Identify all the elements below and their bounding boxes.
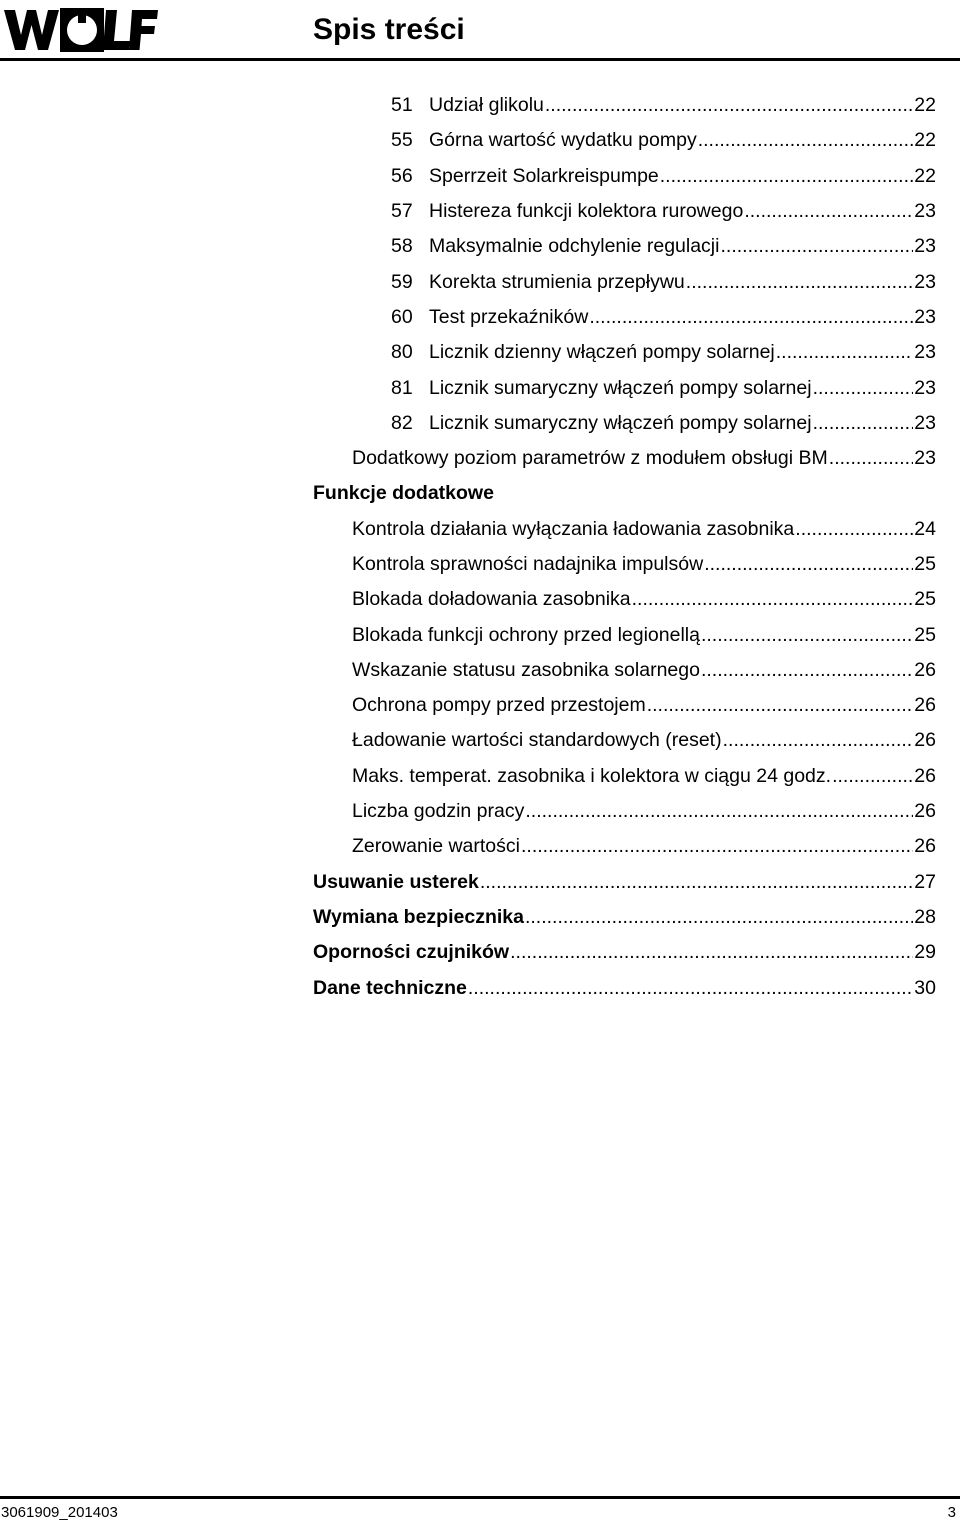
wolf-logo (4, 8, 158, 52)
toc-entry-page: 22 (914, 129, 936, 152)
toc-dot-leader (701, 659, 913, 682)
toc-entry-page: 23 (914, 235, 936, 258)
toc-entry[interactable] (313, 370, 936, 405)
toc-entry-label: Kontrola działania wyłączania ładowania zasobnika (352, 517, 795, 540)
toc-entry-label: Licznik dzienny włączeń pompy solarnej (429, 341, 775, 364)
toc-entry-label: Kontrola sprawności nadajnika impulsów (352, 553, 704, 575)
toc-entry-label: Wymiana bezpiecznika (313, 905, 524, 928)
toc-entry-label: Usuwanie usterek (313, 870, 479, 893)
toc-entry-number: 58 (391, 235, 413, 258)
toc-entry-label: Funkcje dodatkowe (313, 482, 494, 505)
toc-entry-page: 26 (914, 835, 936, 858)
toc-entry[interactable] (313, 829, 936, 864)
toc-entry-label: Zerowanie wartości (352, 835, 520, 858)
toc-entry[interactable] (313, 794, 936, 829)
toc-dot-leader (545, 94, 913, 117)
toc-entry[interactable] (313, 406, 936, 441)
toc-entry[interactable] (313, 335, 936, 370)
toc-entry-label: Maksymalnie odchylenie regulacji (429, 235, 720, 258)
toc-entry-label: Ochrona pompy przed przestojem (352, 694, 646, 717)
toc-entry-page: 23 (914, 376, 936, 399)
document-number: 3061909_201403 (1, 1504, 118, 1521)
toc-entry[interactable] (313, 264, 936, 299)
toc-entry[interactable] (313, 441, 936, 476)
toc-entry-page: 23 (914, 200, 936, 223)
toc-entry-label: Dane techniczne (313, 976, 467, 999)
toc-entry[interactable] (313, 547, 936, 582)
toc-entry-page: 27 (914, 870, 936, 893)
toc-dot-leader (723, 729, 914, 752)
toc-entry[interactable] (313, 194, 936, 229)
toc-dot-leader (704, 553, 913, 576)
toc-dot-leader (468, 977, 913, 1000)
toc-dot-leader (813, 377, 914, 400)
toc-entry-label: Liczba godzin pracy (352, 800, 525, 823)
toc-entry-page: 23 (914, 305, 936, 328)
toc-dot-leader (698, 129, 914, 152)
toc-dot-leader (701, 624, 913, 647)
toc-dot-leader (510, 941, 913, 964)
toc-entry-label: Sperrzeit Solarkreispumpe (429, 164, 659, 187)
toc-entry-label: Test przekaźników (429, 305, 589, 328)
toc-entry-label: Blokada doładowania zasobnika (352, 588, 631, 611)
toc-entry[interactable] (313, 229, 936, 264)
toc-entry[interactable] (313, 512, 936, 547)
toc-dot-leader (829, 447, 914, 470)
toc-entry-number: 80 (391, 341, 413, 364)
toc-entry-page: 23 (914, 341, 936, 364)
toc-entry-number: 51 (391, 94, 413, 117)
toc-entry-page: 26 (914, 658, 936, 681)
toc-entry-label: Licznik sumaryczny włączeń pompy solarnej (429, 411, 812, 434)
toc-entry-label: Maks. temperat. zasobnika i kolektora w ciągu 24 godz. (352, 764, 832, 787)
toc-entry-page: 26 (914, 729, 936, 752)
toc-entry-label: Dodatkowy poziom parametrów z modułem obsługi BM (352, 447, 828, 470)
toc-entry[interactable] (313, 159, 936, 194)
toc-entry-label: Blokada funkcji ochrony przed legionellą (352, 623, 700, 646)
toc-entry[interactable] (313, 300, 936, 335)
page-header (0, 0, 960, 62)
toc-dot-leader (632, 588, 914, 611)
toc-dot-leader (744, 200, 913, 223)
toc-entry[interactable] (313, 723, 936, 758)
toc-entry-page: 22 (914, 94, 936, 117)
toc-entry-page: 24 (914, 517, 936, 540)
toc-entry-page: 26 (914, 800, 936, 823)
toc-entry-page: 26 (914, 694, 936, 717)
toc-entry[interactable] (313, 88, 936, 123)
toc-entry-page: 22 (914, 164, 936, 187)
toc-entry-page: 30 (914, 976, 936, 999)
toc-entry-page: 25 (914, 553, 936, 575)
toc-entry[interactable] (313, 476, 936, 511)
toc-entry-label: Licznik sumaryczny włączeń pompy solarnej (429, 376, 812, 399)
toc-dot-leader (647, 694, 914, 717)
toc-entry[interactable] (313, 970, 936, 1005)
toc-entry-number: 57 (391, 200, 413, 223)
toc-entry[interactable] (313, 865, 936, 900)
toc-entry-label: Histereza funkcji kolektora rurowego (429, 200, 744, 223)
toc-entry[interactable] (313, 688, 936, 723)
toc-entry-label: Górna wartość wydatku pompy (429, 129, 697, 152)
page-number: 3 (947, 1504, 956, 1521)
toc-entry-page: 25 (914, 623, 936, 646)
toc-dot-leader (660, 165, 914, 188)
toc-entry-label: Ładowanie wartości standardowych (reset) (352, 729, 722, 752)
toc-entry-number: 81 (391, 376, 413, 399)
page-title: Spis treści (313, 13, 465, 46)
toc-entry-label: Udział glikolu (429, 94, 544, 117)
toc-entry-page: 23 (914, 270, 936, 293)
toc-entry[interactable] (313, 935, 936, 970)
toc-entry[interactable] (313, 123, 936, 158)
toc-dot-leader (795, 518, 913, 541)
toc-dot-leader (525, 906, 913, 929)
toc-entry-page: 28 (914, 905, 936, 928)
toc-dot-leader (525, 800, 913, 823)
toc-dot-leader (589, 306, 913, 329)
toc-dot-leader (720, 235, 913, 258)
toc-entry-number: 55 (391, 129, 413, 152)
toc-entry[interactable] (313, 582, 936, 617)
toc-entry-page: 26 (914, 764, 936, 787)
toc-entry-page: 29 (914, 941, 936, 964)
toc-entry-page: 23 (914, 411, 936, 434)
toc-entry-number: 56 (391, 164, 413, 187)
toc-entry-page: 25 (914, 588, 936, 611)
toc-entry-label: Korekta strumienia przepływu (429, 270, 685, 293)
toc-dot-leader (521, 835, 913, 858)
toc-entry-number: 60 (391, 305, 413, 328)
toc-entry-page: 23 (914, 447, 936, 470)
header-divider (0, 58, 960, 61)
toc-entry[interactable] (313, 900, 936, 935)
toc-entry-number: 82 (391, 411, 413, 434)
toc-dot-leader (686, 271, 914, 294)
toc-dot-leader (480, 871, 913, 894)
toc-entry[interactable] (313, 653, 936, 688)
footer-divider (0, 1496, 960, 1499)
toc-dot-leader (832, 765, 913, 788)
toc-entry-number: 59 (391, 270, 413, 293)
table-of-contents (313, 88, 936, 1006)
toc-entry[interactable] (313, 617, 936, 652)
toc-entry[interactable] (313, 759, 936, 794)
toc-entry-label: Oporności czujników (313, 941, 510, 964)
toc-entry-label: Wskazanie statusu zasobnika solarnego (352, 658, 700, 681)
toc-dot-leader (813, 412, 914, 435)
toc-dot-leader (776, 341, 914, 364)
